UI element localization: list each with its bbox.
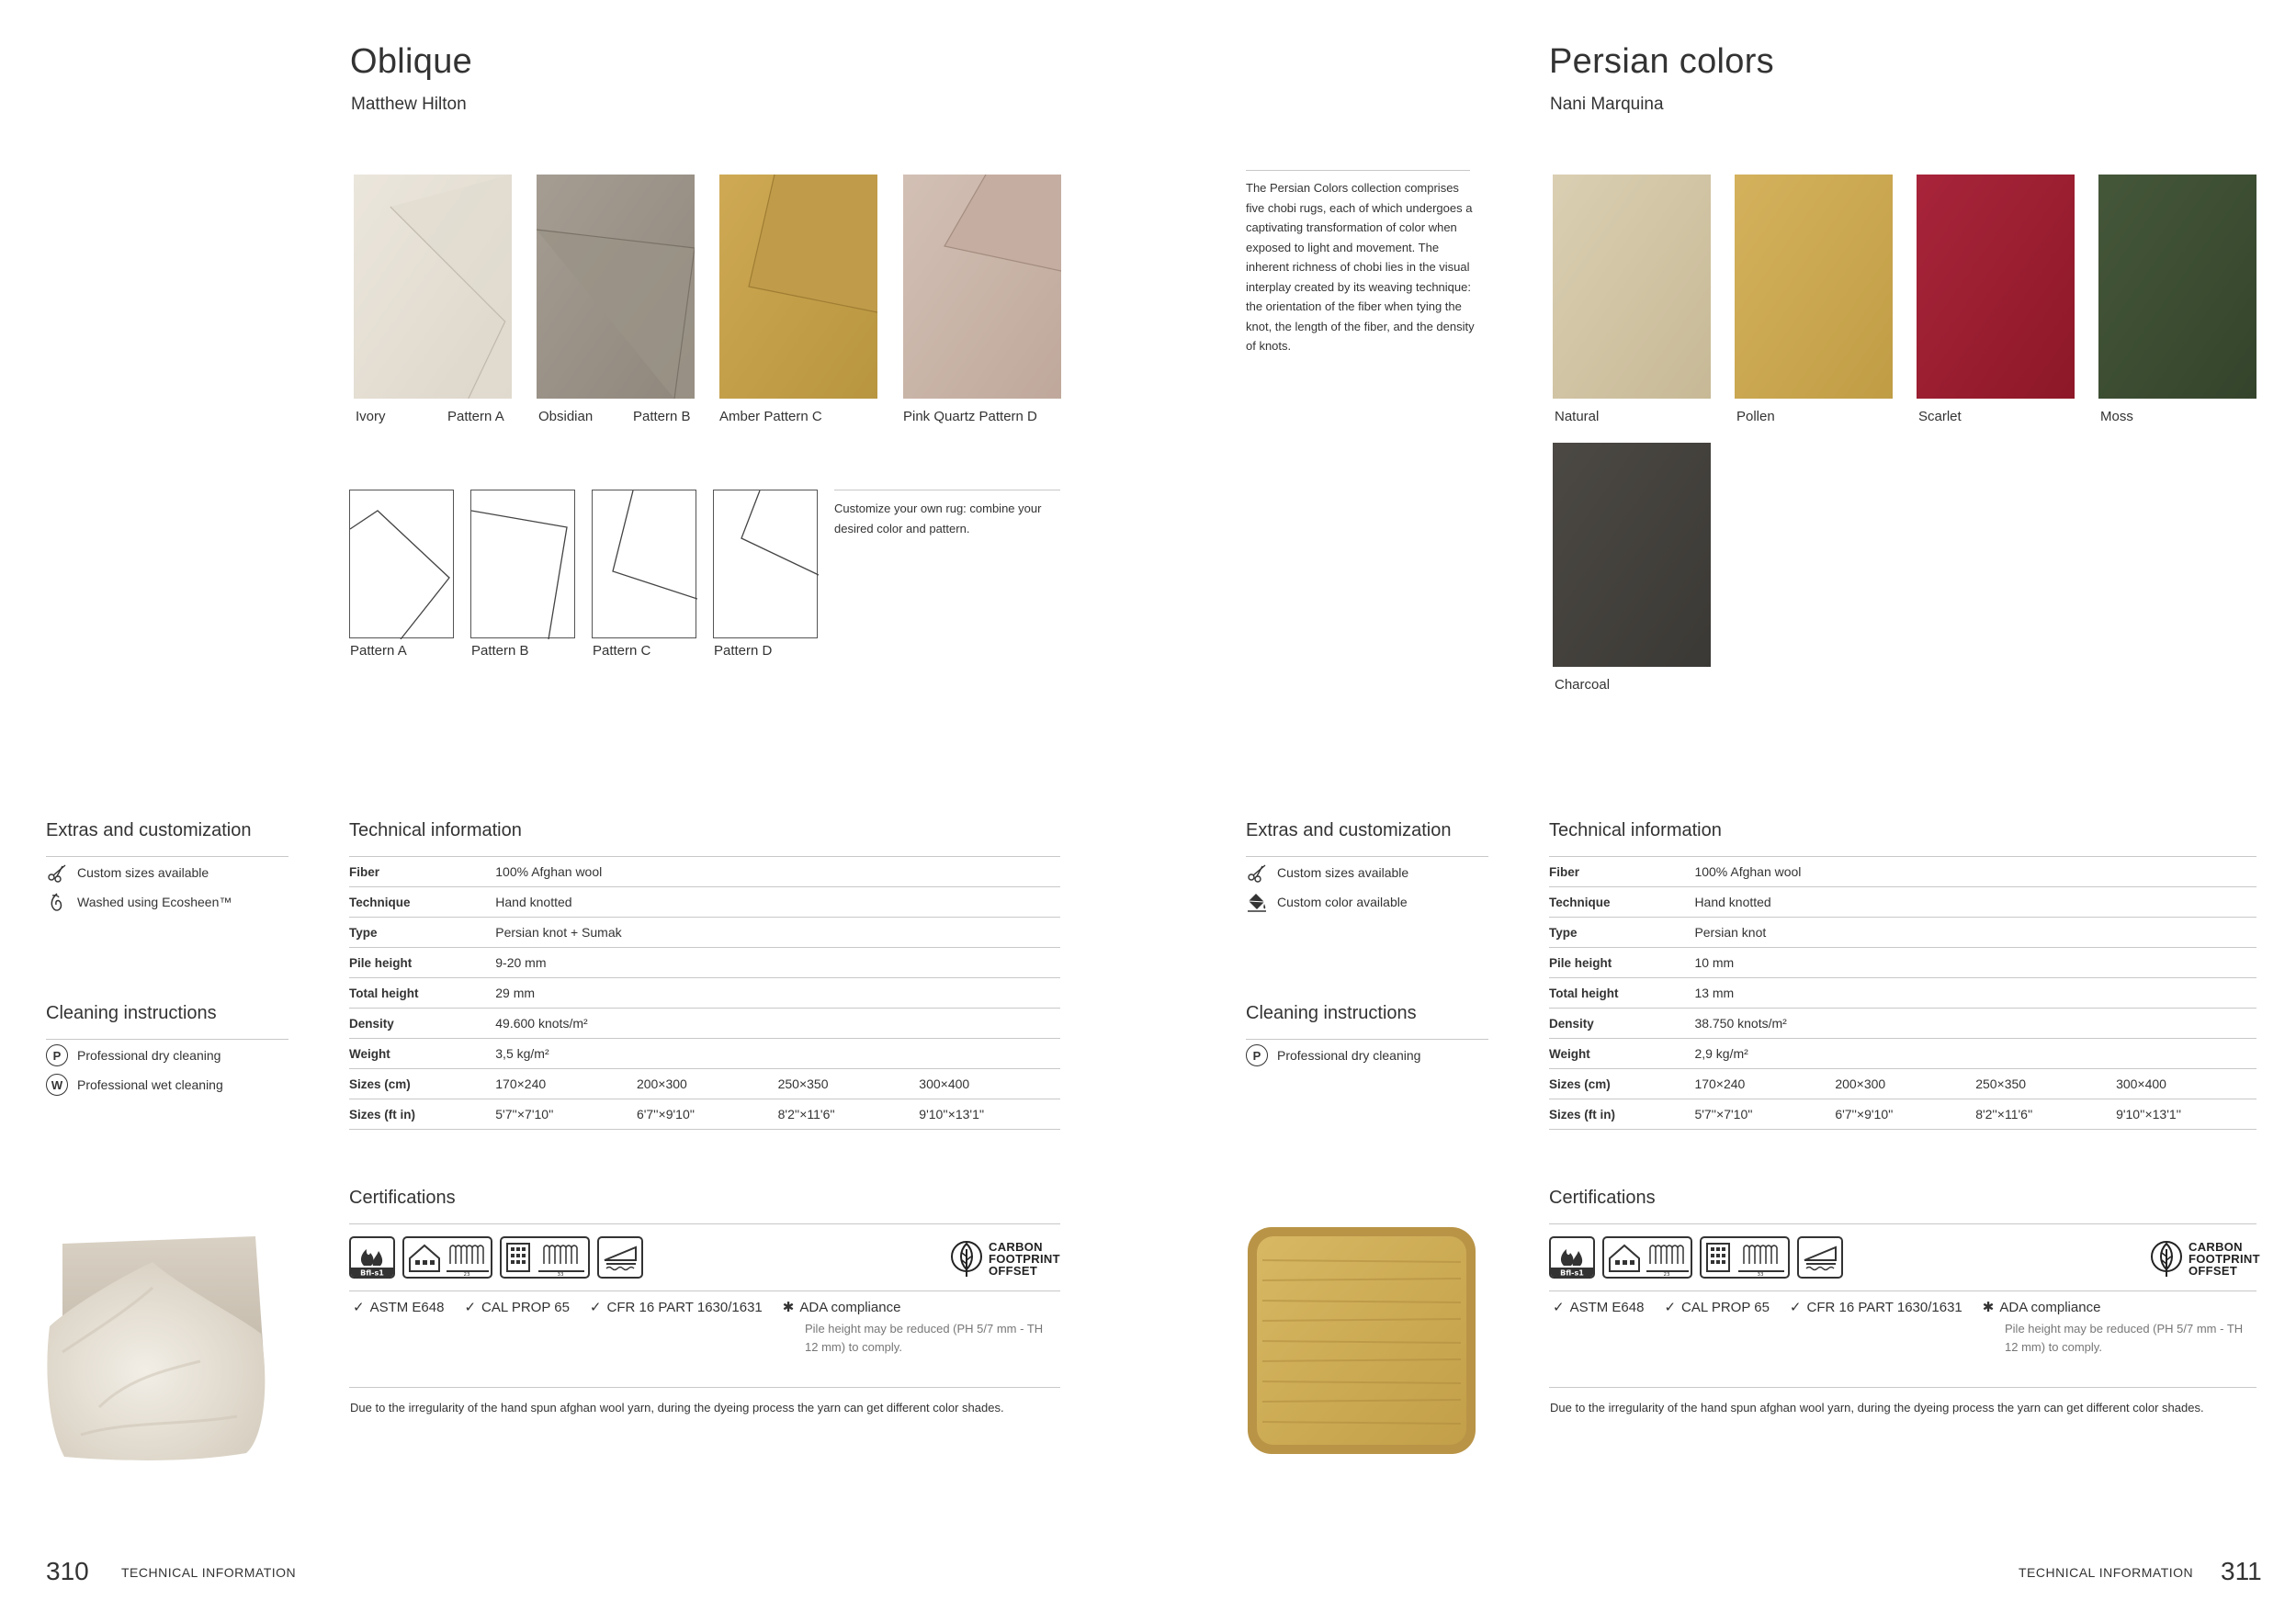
feature-custom-sizes [46,862,209,884]
tech-value: 8'2''×11'6'' [1975,1099,2116,1130]
cert-label: ADA compliance [799,1299,901,1315]
product-title: Persian colors [1549,42,1774,81]
pattern-label-c: Pattern C [593,643,651,659]
cert-calprop [1664,1299,1769,1315]
page-number: 310 [46,1557,89,1585]
tech-key: Sizes (ft in) [349,1099,495,1130]
leaf-icon [2150,1238,2183,1279]
description-rule [1246,170,1470,171]
tech-title: Technical information [1549,820,1722,840]
product-title: Oblique [350,42,473,81]
cert-icons-row [1549,1236,1843,1279]
cert-ada [783,1299,901,1315]
tech-value: Hand knotted [495,887,1060,918]
extras-title: Extras and customization [46,820,252,840]
cert-calprop [464,1299,569,1315]
tech-value: 200×300 [637,1069,778,1099]
designer-name: Nani Marquina [1550,95,1664,114]
svg-text:23: 23 [463,1272,470,1277]
tech-row [349,1009,1060,1039]
tech-value: 170×240 [1694,1069,1835,1099]
tech-value: Hand knotted [1694,887,2256,918]
carbon-line-2: FOOTPRINT [989,1251,1060,1266]
tech-value: 200×300 [1835,1069,1975,1099]
swatch-scarlet [1917,175,2075,399]
svg-text:33: 33 [1757,1272,1764,1277]
tech-row [1549,1099,2256,1130]
tech-row [349,887,1060,918]
tech-row [349,1039,1060,1069]
swatch-pink-quartz [903,175,1061,399]
swatch-moss [2098,175,2256,399]
extras-rule [46,856,288,857]
tech-row [1549,948,2256,978]
ada-note: Pile height may be reduced (PH 5/7 mm - TH 12 mm) to comply. [2005,1322,2244,1354]
dry-cleaning-icon: P [1246,1044,1268,1066]
swatch-label-moss: Moss [2100,409,2133,424]
swatch-label-scarlet: Scarlet [1918,409,1962,424]
cert-label: ASTM E648 [1569,1299,1645,1315]
dry-cleaning-icon: P [46,1044,68,1066]
pattern-b-drawing [470,490,575,638]
cleaning-label: Professional dry cleaning [1277,1048,1421,1063]
swatch-charcoal [1553,443,1711,667]
cleaning-rule [46,1039,288,1040]
check-icon: ✓ [464,1300,477,1315]
tech-key: Pile height [349,948,495,978]
tech-row [1549,887,2256,918]
tech-key: Pile height [1549,948,1694,978]
cert-astm [1553,1299,1644,1315]
swatch-label-natural: Natural [1555,409,1600,424]
tech-row [1549,918,2256,948]
tech-key: Type [349,918,495,948]
carbon-line-2: FOOTPRINT [2189,1251,2260,1266]
cert-list [1553,1299,2100,1315]
tech-row [1549,1039,2256,1069]
feature-ecosheen [46,891,232,913]
tech-value: 5'7''×7'10'' [495,1099,637,1130]
disclaimer: Due to the irregularity of the hand spun afghan wool yarn, during the dyeing process the yarn can get different color shades. [1550,1401,2204,1414]
pollen-sample-image [1244,1223,1479,1458]
tech-row [349,978,1060,1009]
carbon-offset-badge [950,1238,1060,1279]
pattern-c-drawing [592,490,696,638]
commercial-use-icon [1700,1236,1790,1279]
cleaning-rule [1246,1039,1488,1040]
tech-key: Density [349,1009,495,1039]
cert-rule-top [1549,1223,2256,1224]
tech-value: Persian knot [1694,918,2256,948]
tech-value: 250×350 [778,1069,920,1099]
carbon-line-3: OFFSET [989,1263,1038,1278]
tech-table [1549,856,2256,1130]
pattern-label-d: Pattern D [714,643,773,659]
cleaning-title: Cleaning instructions [1246,1003,1417,1023]
ada-note: Pile height may be reduced (PH 5/7 mm - TH 12 mm) to comply. [805,1322,1044,1354]
tech-value: 9'10''×13'1'' [2116,1099,2256,1130]
tech-row [349,918,1060,948]
cleaning-title: Cleaning instructions [46,1003,217,1023]
feature-custom-sizes [1246,862,1408,884]
cleaning-item-wet [46,1074,223,1096]
underfloor-heating-icon [597,1236,643,1279]
svg-text:33: 33 [557,1272,564,1277]
carbon-offset-badge [2150,1238,2260,1279]
cert-title: Certifications [349,1188,456,1208]
cleaning-item-dry [1246,1044,1420,1066]
tech-row [1549,1069,2256,1099]
tech-value: Persian knot + Sumak [495,918,1060,948]
commercial-use-icon [500,1236,590,1279]
swatch-label-pink-quartz: Pink Quartz Pattern D [903,409,1037,424]
cleaning-item-dry [46,1044,221,1066]
asterisk-icon: ✱ [782,1300,795,1315]
feature-label: Custom color available [1277,895,1408,909]
designer-name: Matthew Hilton [351,95,467,114]
tech-value: 2,9 kg/m² [1694,1039,2256,1069]
tech-table [349,856,1060,1130]
check-icon: ✓ [1553,1300,1565,1315]
svg-text:Bfl-s1: Bfl-s1 [360,1268,384,1277]
feature-custom-color [1246,891,1408,913]
tech-key: Sizes (ft in) [1549,1099,1694,1130]
scissors-icon [46,862,68,884]
cert-list [353,1299,900,1315]
underfloor-heating-icon [1797,1236,1843,1279]
tech-value: 250×350 [1975,1069,2116,1099]
tech-row [349,857,1060,887]
tech-row [349,948,1060,978]
feature-label: Washed using Ecosheen™ [77,895,232,909]
tech-value: 9'10''×13'1'' [919,1099,1060,1130]
pattern-d-drawing [713,490,818,638]
swatch-ivory [354,175,512,399]
asterisk-icon: ✱ [1982,1300,1995,1315]
tech-value: 38.750 knots/m² [1694,1009,2256,1039]
tech-value: 13 mm [1694,978,2256,1009]
cert-cfr [1790,1299,1962,1315]
wet-cleaning-icon: W [46,1074,68,1096]
residential-use-icon [1602,1236,1692,1279]
tech-row [349,1099,1060,1130]
tech-value: 6'7''×9'10'' [1835,1099,1975,1130]
tech-key: Fiber [349,857,495,887]
tech-value: 10 mm [1694,948,2256,978]
check-icon: ✓ [1789,1300,1802,1315]
tech-value: 100% Afghan wool [1694,857,2256,887]
paint-bucket-icon [1246,891,1268,913]
pattern-label-b: Pattern B [471,643,529,659]
tech-key: Type [1549,918,1694,948]
tech-key: Total height [349,978,495,1009]
tech-key: Density [1549,1009,1694,1039]
disclaimer-rule [1549,1387,2256,1388]
cleaning-label: Professional dry cleaning [77,1048,221,1063]
leaf-icon [950,1238,983,1279]
cert-title: Certifications [1549,1188,1656,1208]
tech-key: Total height [1549,978,1694,1009]
residential-use-icon [402,1236,492,1279]
cert-astm [353,1299,444,1315]
pattern-label-a: Pattern A [350,643,407,659]
cert-cfr [590,1299,763,1315]
disclaimer-rule [349,1387,1060,1388]
check-icon: ✓ [353,1300,365,1315]
swatch-label-ivory: Ivory [356,409,386,424]
tech-row [1549,1009,2256,1039]
ecosheen-icon [46,891,68,913]
feature-label: Custom sizes available [77,865,209,880]
tech-row [1549,978,2256,1009]
page-footer: TECHNICAL INFORMATION [121,1565,297,1580]
tech-key: Sizes (cm) [1549,1069,1694,1099]
svg-text:Bfl-s1: Bfl-s1 [1560,1268,1584,1277]
tech-key: Weight [349,1039,495,1069]
carbon-line-1: CARBON [2189,1239,2243,1254]
tech-value: 6'7''×9'10'' [637,1099,778,1130]
fire-rating-icon [349,1236,395,1279]
customize-note: Customize your own rug: combine your desired color and pattern. [834,502,1042,535]
swatch-label-obsidian: Obsidian [538,409,594,424]
extras-rule [1246,856,1488,857]
cert-label: CAL PROP 65 [1681,1299,1770,1315]
tech-value: 3,5 kg/m² [495,1039,1060,1069]
swatch-label-pattern-a: Pattern A [447,409,504,424]
check-icon: ✓ [1664,1300,1677,1315]
cert-label: ASTM E648 [369,1299,445,1315]
tech-value: 8'2''×11'6'' [778,1099,920,1130]
cleaning-label: Professional wet cleaning [77,1077,223,1092]
cert-label: CFR 16 PART 1630/1631 [1806,1299,1962,1315]
swatch-amber [719,175,877,399]
tech-key: Sizes (cm) [349,1069,495,1099]
swatch-pollen [1735,175,1893,399]
pattern-a-drawing [349,490,454,638]
swatch-natural [1553,175,1711,399]
cert-label: CAL PROP 65 [481,1299,570,1315]
swatch-label-pollen: Pollen [1736,409,1775,424]
collection-description: The Persian Colors collection comprises five chobi rugs, each of which undergoes a captivating transformation of color when exposed to light and movement. The inherent richness of chobi lies in the visual interplay created by its weaving technique: the orientation of the fiber when tying the knot, the length of the fiber, and the density of knots. [1246,181,1475,353]
carbon-line-3: OFFSET [2189,1263,2238,1278]
tech-value: 300×400 [2116,1069,2256,1099]
tech-value: 29 mm [495,978,1060,1009]
tech-row [349,1069,1060,1099]
tech-value: 300×400 [919,1069,1060,1099]
wool-sample-image [44,1223,272,1462]
page-number: 311 [2221,1557,2262,1585]
swatch-label-charcoal: Charcoal [1555,677,1611,693]
tech-value: 170×240 [495,1069,637,1099]
cert-ada [1983,1299,2101,1315]
swatch-obsidian [537,175,695,399]
disclaimer: Due to the irregularity of the hand spun afghan wool yarn, during the dyeing process the yarn can get different color shades. [350,1401,1004,1414]
cert-label: CFR 16 PART 1630/1631 [606,1299,763,1315]
tech-key: Technique [1549,887,1694,918]
tech-title: Technical information [349,820,522,840]
page-footer: TECHNICAL INFORMATION [2019,1565,2194,1580]
tech-value: 49.600 knots/m² [495,1009,1060,1039]
check-icon: ✓ [589,1300,602,1315]
tech-value: 5'7''×7'10'' [1694,1099,1835,1130]
tech-key: Technique [349,887,495,918]
cert-rule-top [349,1223,1060,1224]
swatch-label-pattern-b: Pattern B [633,409,691,424]
carbon-line-1: CARBON [989,1239,1043,1254]
tech-key: Weight [1549,1039,1694,1069]
scissors-icon [1246,862,1268,884]
swatch-label-amber: Amber Pattern C [719,409,822,424]
cert-icons-row [349,1236,643,1279]
tech-value: 9-20 mm [495,948,1060,978]
tech-key: Fiber [1549,857,1694,887]
tech-row [1549,857,2256,887]
tech-value: 100% Afghan wool [495,857,1060,887]
cert-label: ADA compliance [1999,1299,2101,1315]
svg-text:23: 23 [1663,1272,1670,1277]
feature-label: Custom sizes available [1277,865,1409,880]
fire-rating-icon [1549,1236,1595,1279]
extras-title: Extras and customization [1246,820,1452,840]
